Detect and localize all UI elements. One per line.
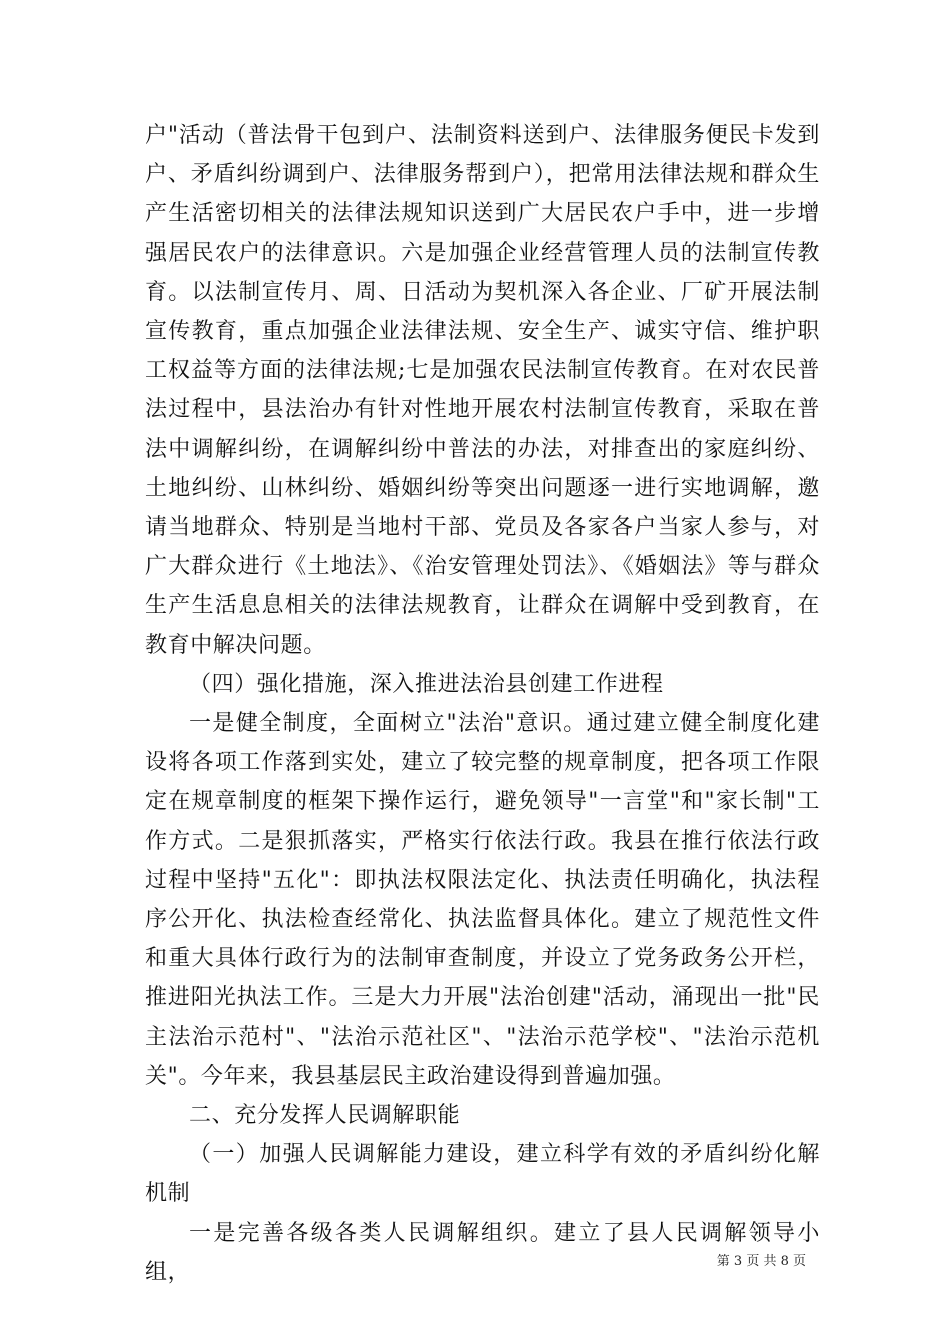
page-number: 第 3 页 共 8 页	[716, 1254, 806, 1269]
paragraph-continuation: 户"活动（普法骨干包到户、法制资料送到户、法律服务便民卡发到户、矛盾纠纷调到户、法律服务帮到户），把常用法律法规和群众生产生活密切相关的法律法规知识送到广大居民农户手中，进一步增强居民农户的法律意识。六是加强企业经营管理人员的法制宣传教育。以法制宣传月、周、日活动为契机深入各企业、厂矿开展法制宣传教育，重点加强企业法律法规、安全生产、诚实守信、维护职工权益等方面的法律法规;七是加强农民法制宣传教育。在对农民普法过程中，县法治办有针对性地开展农村法制宣传教育，采取在普法中调解纠纷，在调解纠纷中普法的办法，对排查出的家庭纠纷、土地纠纷、山林纠纷、婚姻纠纷等突出问题逐一进行实地调解，邀请当地群众、特别是当地村干部、党员及各家各户当家人参与，对广大群众进行《土地法》、《治安管理处罚法》、《婚姻法》等与群众生产生活息息相关的法律法规教育，让群众在调解中受到教育，在教育中解决问题。	[145, 123, 820, 658]
paragraph-mediation: 一是完善各级各类人民调解组织。建立了县人民调解领导小组，	[145, 1220, 820, 1285]
section-heading-2: 二、充分发挥人民调解职能	[189, 1103, 461, 1129]
document-body	[145, 116, 820, 1292]
paragraph-measures: 一是健全制度，全面树立"法治"意识。通过建立健全制度化建设将各项工作落到实处，建立了较完整的规章制度，把各项工作限定在规章制度的框架下操作运行，避免领导"一言堂"和"家长制"工作方式。二是狠抓落实，严格实行依法行政。我县在推行依法行政过程中坚持"五化"：即执法权限法定化、执法责任明确化，执法程序公开化、执法检查经常化、执法监督具体化。建立了规范性文件和重大具体行政行为的法制审查制度，并设立了党务政务公开栏，推进阳光执法工作。三是大力开展"法治创建"活动，涌现出一批"民主法治示范村"、"法治示范社区"、"法治示范学校"、"法治示范机关"。今年来，我县基层民主政治建设得到普遍加强。	[145, 711, 820, 1089]
section-heading-4: （四）强化措施，深入推进法治县创建工作进程	[189, 671, 664, 697]
subsection-heading-1: （一）加强人民调解能力建设，建立科学有效的矛盾纠纷化解机制	[145, 1142, 820, 1207]
